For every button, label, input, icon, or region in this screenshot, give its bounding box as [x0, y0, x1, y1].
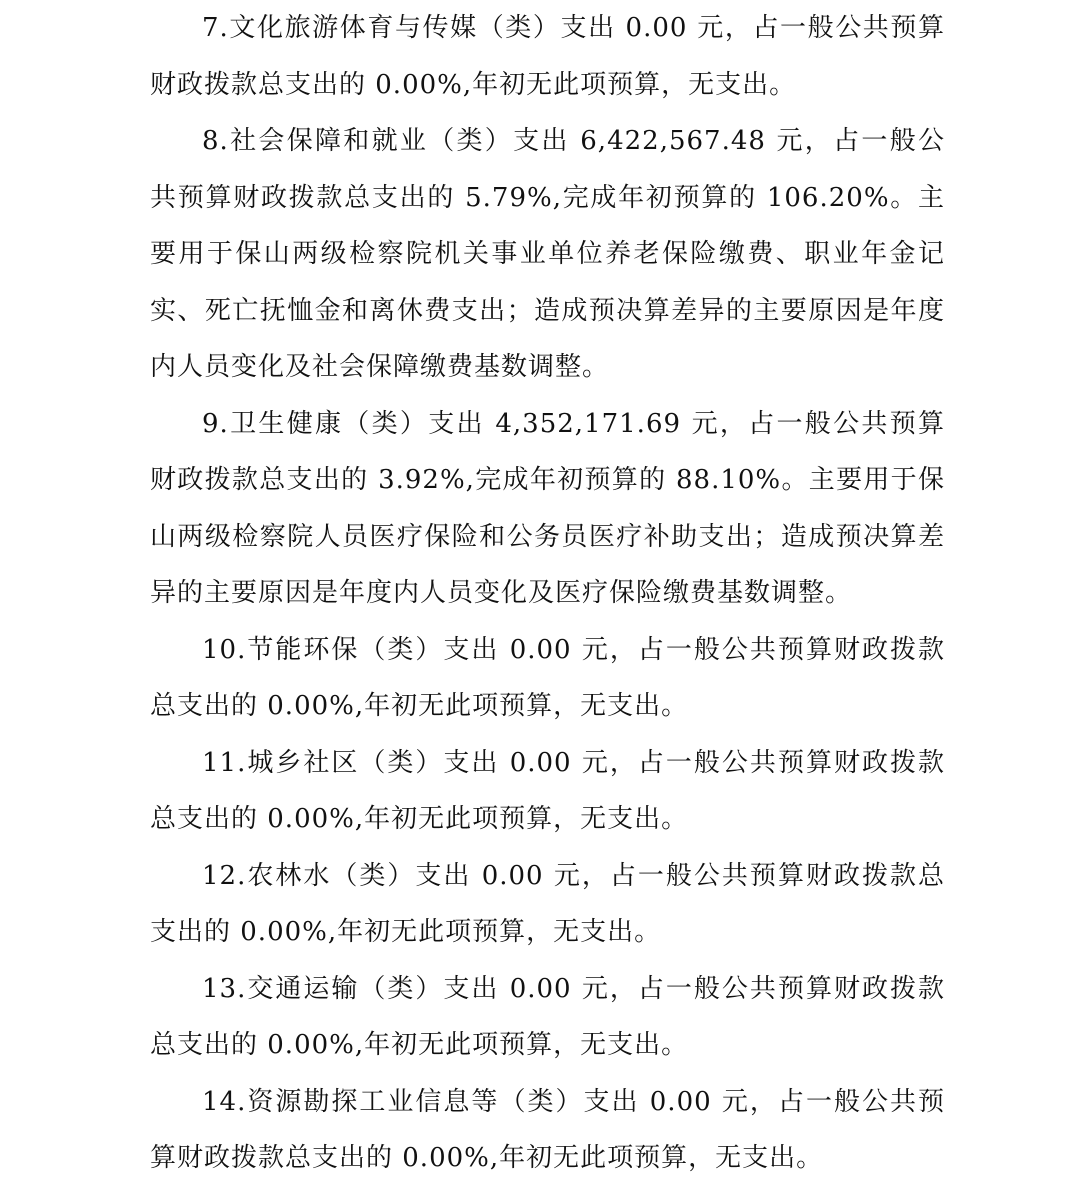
paragraph-item-9: 9.卫生健康（类）支出 4,352,171.69 元，占一般公共预算财政拨款总支出的 3.92%,完成年初预算的 88.10%。主要用于保山两级检察院人员医疗保险和公务员医疗补助支出；造成预决算差异的主要原因是年度内人员变化及医疗保险缴费基数调整。: [150, 408, 945, 608]
paragraph-item-14: 14.资源勘探工业信息等（类）支出 0.00 元，占一般公共预算财政拨款总支出的 0.00%,年初无此项预算，无支出。: [150, 1086, 945, 1173]
paragraph-item-13: 13.交通运输（类）支出 0.00 元，占一般公共预算财政拨款总支出的 0.00%,年初无此项预算，无支出。: [150, 973, 945, 1060]
paragraph-item-8: 8.社会保障和就业（类）支出 6,422,567.48 元，占一般公共预算财政拨款总支出的 5.79%,完成年初预算的 106.20%。主要用于保山两级检察院机关事业单位养老保险缴费、职业年金记实、死亡抚恤金和离休费支出；造成预决算差异的主要原因是年度内人员变化及社会保障缴费基数调整。: [150, 126, 945, 382]
paragraph-item-10: 10.节能环保（类）支出 0.00 元，占一般公共预算财政拨款总支出的 0.00%,年初无此项预算，无支出。: [150, 634, 945, 721]
paragraph-item-7: 7.文化旅游体育与传媒（类）支出 0.00 元，占一般公共预算财政拨款总支出的 0.00%,年初无此项预算，无支出。: [150, 13, 945, 100]
paragraph-item-12: 12.农林水（类）支出 0.00 元，占一般公共预算财政拨款总支出的 0.00%,年初无此项预算，无支出。: [150, 860, 945, 947]
paragraph-item-11: 11.城乡社区（类）支出 0.00 元，占一般公共预算财政拨款总支出的 0.00%,年初无此项预算，无支出。: [150, 747, 945, 834]
document-body: [150, 0, 945, 1187]
